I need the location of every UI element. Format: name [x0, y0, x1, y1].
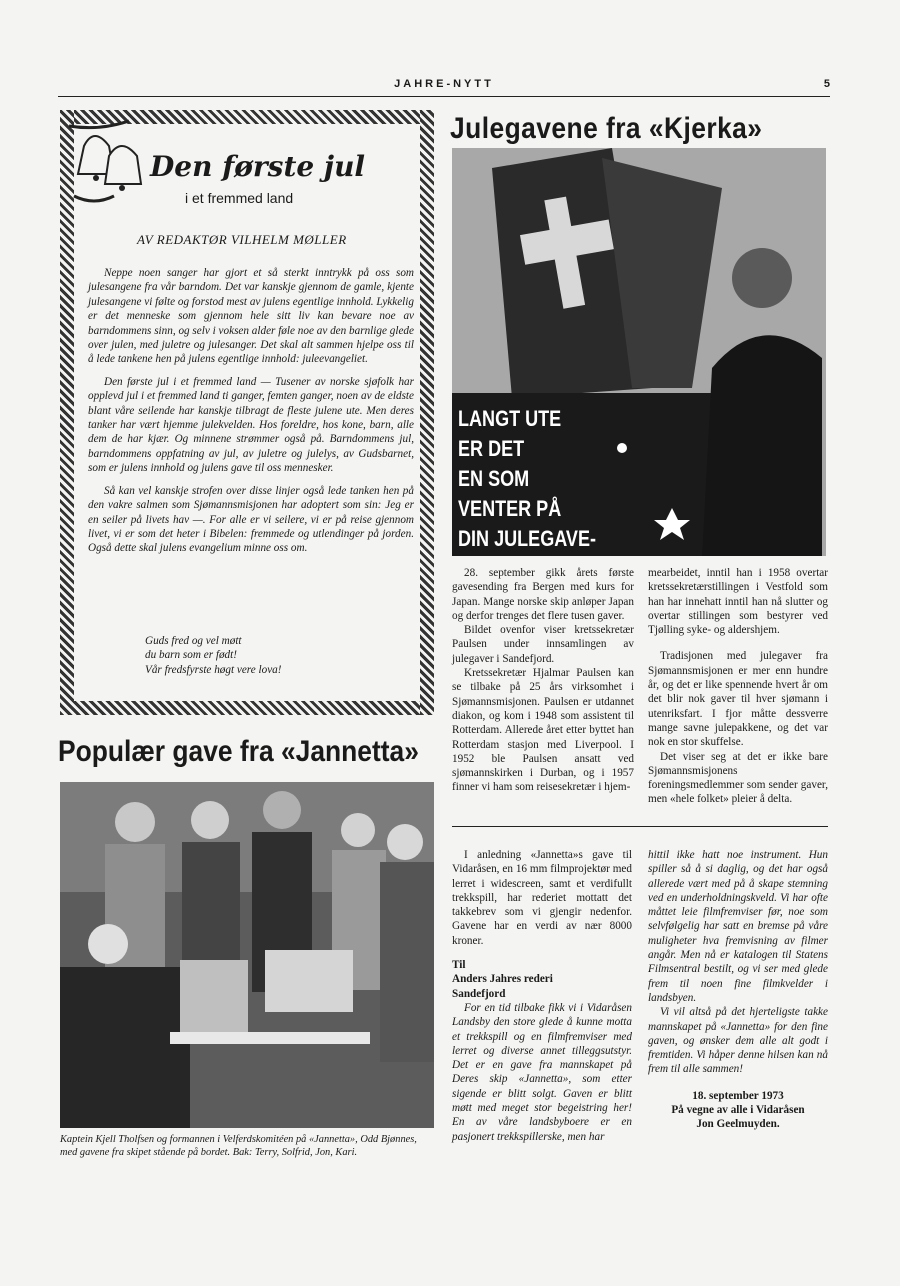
page-number: 5 [823, 78, 830, 90]
page-header [58, 78, 830, 97]
slogan-line: DIN JULEGAVE- [458, 526, 596, 551]
slogan-line: LANGT UTE [458, 406, 562, 431]
headline-jannetta: Populær gave fra «Jannetta» [58, 735, 419, 768]
article-paragraph: Kretssekretær Hjalmar Paulsen kan se tilbake på 25 års virksomhet i Sjømannsmisjonen. Paulsen er utdannet diakon, og kom i 1948 som assistent til Rotterdam. Allerede året etter byttet han Rotterdam stasjon med Liverpool. I 1952 ble Paulsen ansatt ved sjømannskirken i Durban, og i 1957 finner vi ham som reisesekretær i hjem- [452, 667, 634, 794]
letter-address-line: Sandefjord [452, 987, 506, 1000]
poem-line: du barn som er født! [145, 649, 237, 662]
feature-paragraph: Den første jul i et fremmed land — Tusener av norske sjøfolk har opplevd jul i et fremmed land ti ganger, femten ganger, noen av de eldste blant våre seilende har kanskje tilbragt de fleste julene ute. Men deres tanker har vært hjemme julekvelden. Hos foreldre, hos kone, barn, alle dem de har kjær. Og minnene strømmer også på. Barndommens jul, barndommens oppfatning av jul, av juletre og julelys, av Gudsbarnet, som er julens innhold og julens gave til oss mennesker. [88, 375, 414, 475]
article-paragraph: mearbeidet, inntil han i 1958 overtar kretssekretærstillingen i Vestfold som han har innehatt inntil han nå slutter og overtar stillingen som bestyrer ved Tjølling syke- og aldershjem. [648, 567, 828, 637]
headline-julegavene: Julegavene fra «Kjerka» [450, 112, 763, 145]
slogan-line: VENTER PÅ [458, 496, 562, 521]
border-right [420, 110, 434, 715]
section-divider [452, 826, 828, 827]
jannetta-column-2 [648, 848, 828, 1132]
julegaver-column-1 [452, 566, 634, 795]
poem-line: Vår fredsfyrste høgt vere lova! [145, 663, 282, 676]
slogan-text [458, 404, 606, 554]
feature-body [88, 266, 414, 564]
newspaper-title: JAHRE-NYTT [394, 78, 494, 90]
article-paragraph: 28. september gikk årets første gavesending fra Bergen med kurs for Japan. Mange norske skip anløper Japan og derfor trenges det flere tusen gaver. [452, 567, 634, 622]
letter-paragraph: hittil ikke hatt noe instrument. Hun spiller så å si daglig, og det har også allerede vært med på å skape stemning ved en underholdningskveld. Vi har ofte måttet leie filmfremviser før, noe som selvfølgelig har satt en bremse på våre muligheter hva fremvisning av filmer angår. Men nå er katalogen til Statens Filmsentral bestilt, og vi ser med glede frem til noen fine filmkvelder i landsbyen. [648, 849, 828, 1004]
feature-paragraph: Så kan vel kanskje strofen over disse linjer også lede tanken hen på den vakre salmen som Sjømannsmisjonen har adoptert som sin: Jeg er en seiler på livets hav —. For alle er vi seilere, vi er på reise gjennom livet, vi er som det heter i Bibelen: fremmede og utlendinger på jorden. Også dette skal julens evangelium minne oss om. [88, 484, 414, 555]
letter-date: 18. september 1973 [692, 1089, 784, 1102]
feature-poem [145, 634, 415, 677]
feature-byline: AV REDAKTØR VILHELM MØLLER [137, 232, 347, 247]
jannetta-column-1 [452, 848, 632, 1144]
border-bottom [60, 701, 434, 715]
photo-caption: Kaptein Kjell Tholfsen og formannen i Velferdskomitéen på «Jannetta», Odd Bjønnes, med gavene fra skipet stående på bordet. Bak: Terry, Solfrid, Jon, Kari. [60, 1134, 417, 1158]
letter-signature: Jon Geelmuyden. [696, 1118, 780, 1131]
article-paragraph: Bildet ovenfor viser kretssekretær Paulsen under innsamlingen av julegaver i Sandefjord. [452, 624, 634, 665]
slogan-line: ER DET [458, 436, 525, 461]
letter-paragraph: Vi vil altså på det hjerteligste takke mannskapet på «Jannetta» for den fine gaven, og ønsker dem alle alt godt i fremtiden. Vi håper denne hilsen kan nå frem til alle sammen! [648, 1006, 828, 1076]
poem-line: Guds fred og vel møtt [145, 635, 242, 647]
photo-group-with-gifts [60, 782, 434, 1128]
feature-paragraph: Neppe noen sanger har gjort et så sterkt inntrykk på oss som julesangene fra vår barndom. Det var kanskje gjennom de gamle, kjente julesangene vi følte og forstod mest av julens egentlige innhold. Lykkelig er det menneske som gjennom hele sitt liv kan bevare noe av barndommens sinn, og selv i voksen alder føle noe av den barnlige glede over julen, med juletre og julesanger. Det skal alt sammen hjelpe oss til å lede tankene hen på julens egentlige innhold: juleevangeliet. [88, 267, 414, 366]
photo-illustration [60, 782, 434, 1128]
letter-paragraph: For en tid tilbake fikk vi i Vidaråsen Landsby den store glede å kunne motta et trekkspill og en filmfremviser med lerret og diverse annet tilleggsutstyr. Det er en gave fra mannskapet på Deres skip «Jannetta», som etter sigende er blitt solgt. Gaven er blitt møtt med meget stor begeistring her! En av våre landsbyboere er en pasjonert trekkspillerske, men har [452, 1001, 632, 1143]
feature-title: Den første jul [150, 150, 366, 183]
julegaver-column-2 [648, 566, 828, 807]
letter-signoff: På vegne av alle i Vidaråsen [671, 1104, 805, 1117]
bells-icon [64, 116, 154, 216]
feature-subtitle: i et fremmed land [185, 190, 294, 206]
letter-address-line: Anders Jahres rederi [452, 973, 553, 986]
article-paragraph: Tradisjonen med julegaver fra Sjømannsmisjonen er mer enn hundre år, og det er like spennende hvert år om det blir nok gaver til hver sjømann i utenriksfart. I fjor måtte dessverre mange savne julepakkene, og det var nok en stor skuffelse. [648, 650, 828, 749]
article-paragraph: Det viser seg at det er ikke bare Sjømannsmisjonens foreningsmedlemmer som sender gaver, men «hele folket» pleier å delta. [648, 750, 828, 806]
slogan-line: EN SOM [458, 466, 530, 491]
letter-address-line: Til [452, 959, 466, 972]
article-paragraph: I anledning «Jannetta»s gave til Vidaråsen, en 16 mm filmprojektør med lerret i widescreen, samt et verdifullt trekkspill, har rederiet mottatt det takkebrev som vi gjengir nedenfor. Gavene har en verdi av nær 8000 kroner. [452, 849, 632, 947]
